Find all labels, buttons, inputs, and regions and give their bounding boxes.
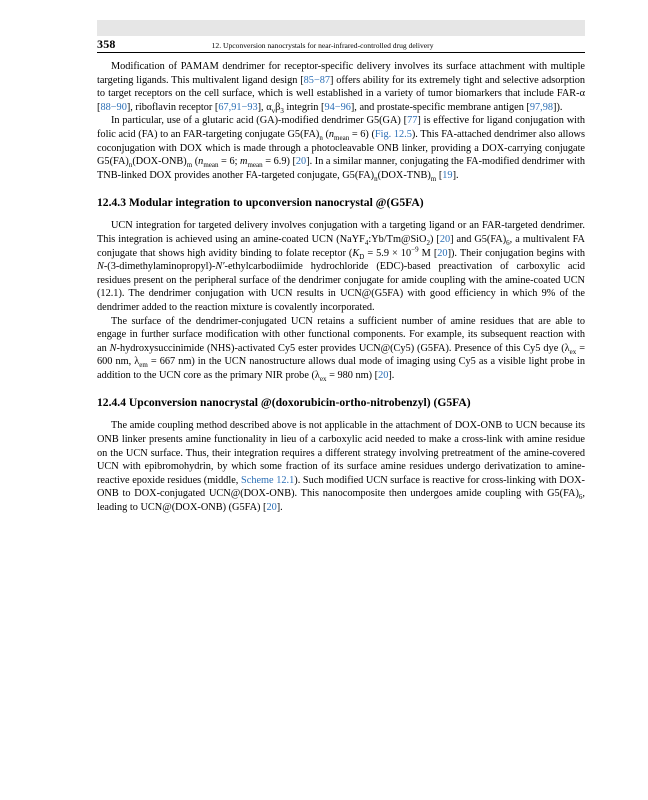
citation-link[interactable]: 88−90 bbox=[100, 101, 127, 113]
paragraph-ucn-integration: UCN integration for targeted delivery involves conjugation with a targeting ligand or an FAR-targeted dendrimer. This integration is achieved using an amine-coated UCN (NaYF$_4$:Yb/Tm@SiO$_2$) [20] and $G5(FA)_6$, a multivalent FA conjugate that shows high avidity binding to folate receptor ($K_D = 5.9 \times 10^{-9}$ M [20]). Their conjugation begins with N-(3-dimethylaminopropyl)-N′-ethylcarbodiimide hydrochloride (EDC)-based preactivation of carboxylic acid residues present on the peripheral surface of the dendrimer conjugate for amide coupling with the amine-coated UCN (12.1). The dendrimer conjugation with UCN results in UCN@(G5FA) with good efficiency in which 9% of the dendrimer added to the reaction mixture is covalently incorporated. bbox=[97, 220, 585, 313]
citation-link[interactable]: 20 bbox=[295, 156, 307, 168]
paragraph-amide-coupling: The amide coupling method described above is not applicable in the attachment of DOX-ONB to UCN because its ONB linker presents amine functionality in lieu of a carboxylic acid needed to make a cross-link with amine residue on the UCN surface. Thus, their integration requires a different strategy involving pretreatment of the amine-covered UCN with epibromohydrin, by which some fraction of its surface amine residues undergo derivatization to amine-reactive epoxide residues (middle, Scheme 12.1). Such modified UCN surface is reactive for cross-linking with DOX-ONB to DOX-conjugated UCN@(DOX-ONB). This nanocomposite then undergoes amide coupling with $G5(FA)_6$, leading to UCN@(DOX-ONB) (G5FA) [20]. bbox=[97, 420, 585, 514]
figure-link[interactable]: Fig. 12.5 bbox=[374, 128, 412, 140]
citation-link[interactable]: 20 bbox=[378, 369, 389, 381]
scheme-link[interactable]: Scheme 12.1 bbox=[241, 474, 295, 486]
citation-link[interactable]: 77 bbox=[407, 115, 418, 127]
paragraph-surface-amine-residues: The surface of the dendrimer-conjugated UCN retains a sufficient number of amine residues that are able to engage in further surface modification with other functional components. For example, its subsequent reaction with an N-hydroxysuccinimide (NHS)-activated Cy5 ester provides UCN@(Cy5) (G5FA). Presence of this Cy5 dye ($\lambda_{ex} = 600$ nm, $\lambda_{em} = 667$ nm) in the UCN nanostructure allows dual mode of imaging using Cy5 as a visible light probe in addition to the UCN core as the primary NIR probe ($\lambda_{ex} = 980$ nm) [20]. bbox=[97, 315, 585, 383]
paragraph-glutaric-acid-dendrimer: In particular, use of a glutaric acid (GA)-modified dendrimer G5(GA) [77] is effective for ligand conjugation with folic acid (FA) to an FAR-targeting conjugate $G5(FA)_n$ $(n_{mean} = 6)$ (Fig. 12.5). This FA-attached dendrimer also allows coconjugation with DOX which is made through a photocleavable ONB linker, providing a DOX-carrying conjugate $G5(FA)_n(DOX-ONB)_m$ ($n_{mean} = 6$; $m_{mean} = 6.9$) [20]. In a similar manner, conjugating the FA-modified dendrimer with TNB-linked DOX provides another FA-targeted conjugate, $G5(FA)_n(DOX-TNB)_m$ [19]. bbox=[97, 115, 585, 183]
section-heading-12-4-4: 12.4.4 Upconversion nanocrystal @(doxorubicin-ortho-nitrobenzyl) (G5FA) bbox=[97, 396, 471, 410]
header-rule bbox=[97, 52, 585, 53]
citation-link[interactable]: 20 bbox=[439, 233, 451, 245]
citation-link[interactable]: 85−87 bbox=[303, 74, 331, 86]
page-number: 358 bbox=[97, 37, 116, 51]
citation-link[interactable]: 20 bbox=[437, 247, 448, 259]
section-heading-12-4-3: 12.4.3 Modular integration to upconversion nanocrystal @(G5FA) bbox=[97, 196, 424, 210]
running-header bbox=[97, 37, 585, 51]
citation-link[interactable]: 19 bbox=[442, 169, 453, 181]
citation-link[interactable]: 94−96 bbox=[324, 101, 351, 113]
citation-link[interactable]: 20 bbox=[266, 502, 277, 514]
header-bar bbox=[97, 20, 585, 36]
paragraph-dendrimer-modification: Modification of PAMAM dendrimer for receptor-specific delivery involves its surface attachment with multiple targeting ligands. This multivalent ligand design [85−87] offers ability for its extremely tight and selective adsorption to target receptors on the cell surface, which is well established in a variety of tumor biomarkers that include FAR-α [88−90], riboflavin receptor [67,91−93], $\alpha_v\beta_3$ integrin [94−96], and prostate-specific membrane antigen [97,98]). bbox=[97, 61, 586, 115]
page-body bbox=[97, 60, 585, 515]
citation-link[interactable]: 67,91−93 bbox=[218, 101, 258, 113]
citation-link[interactable]: 97,98 bbox=[529, 101, 554, 113]
running-title: 12. Upconversion nanocrystals for near-infrared-controlled drug delivery bbox=[211, 41, 434, 50]
